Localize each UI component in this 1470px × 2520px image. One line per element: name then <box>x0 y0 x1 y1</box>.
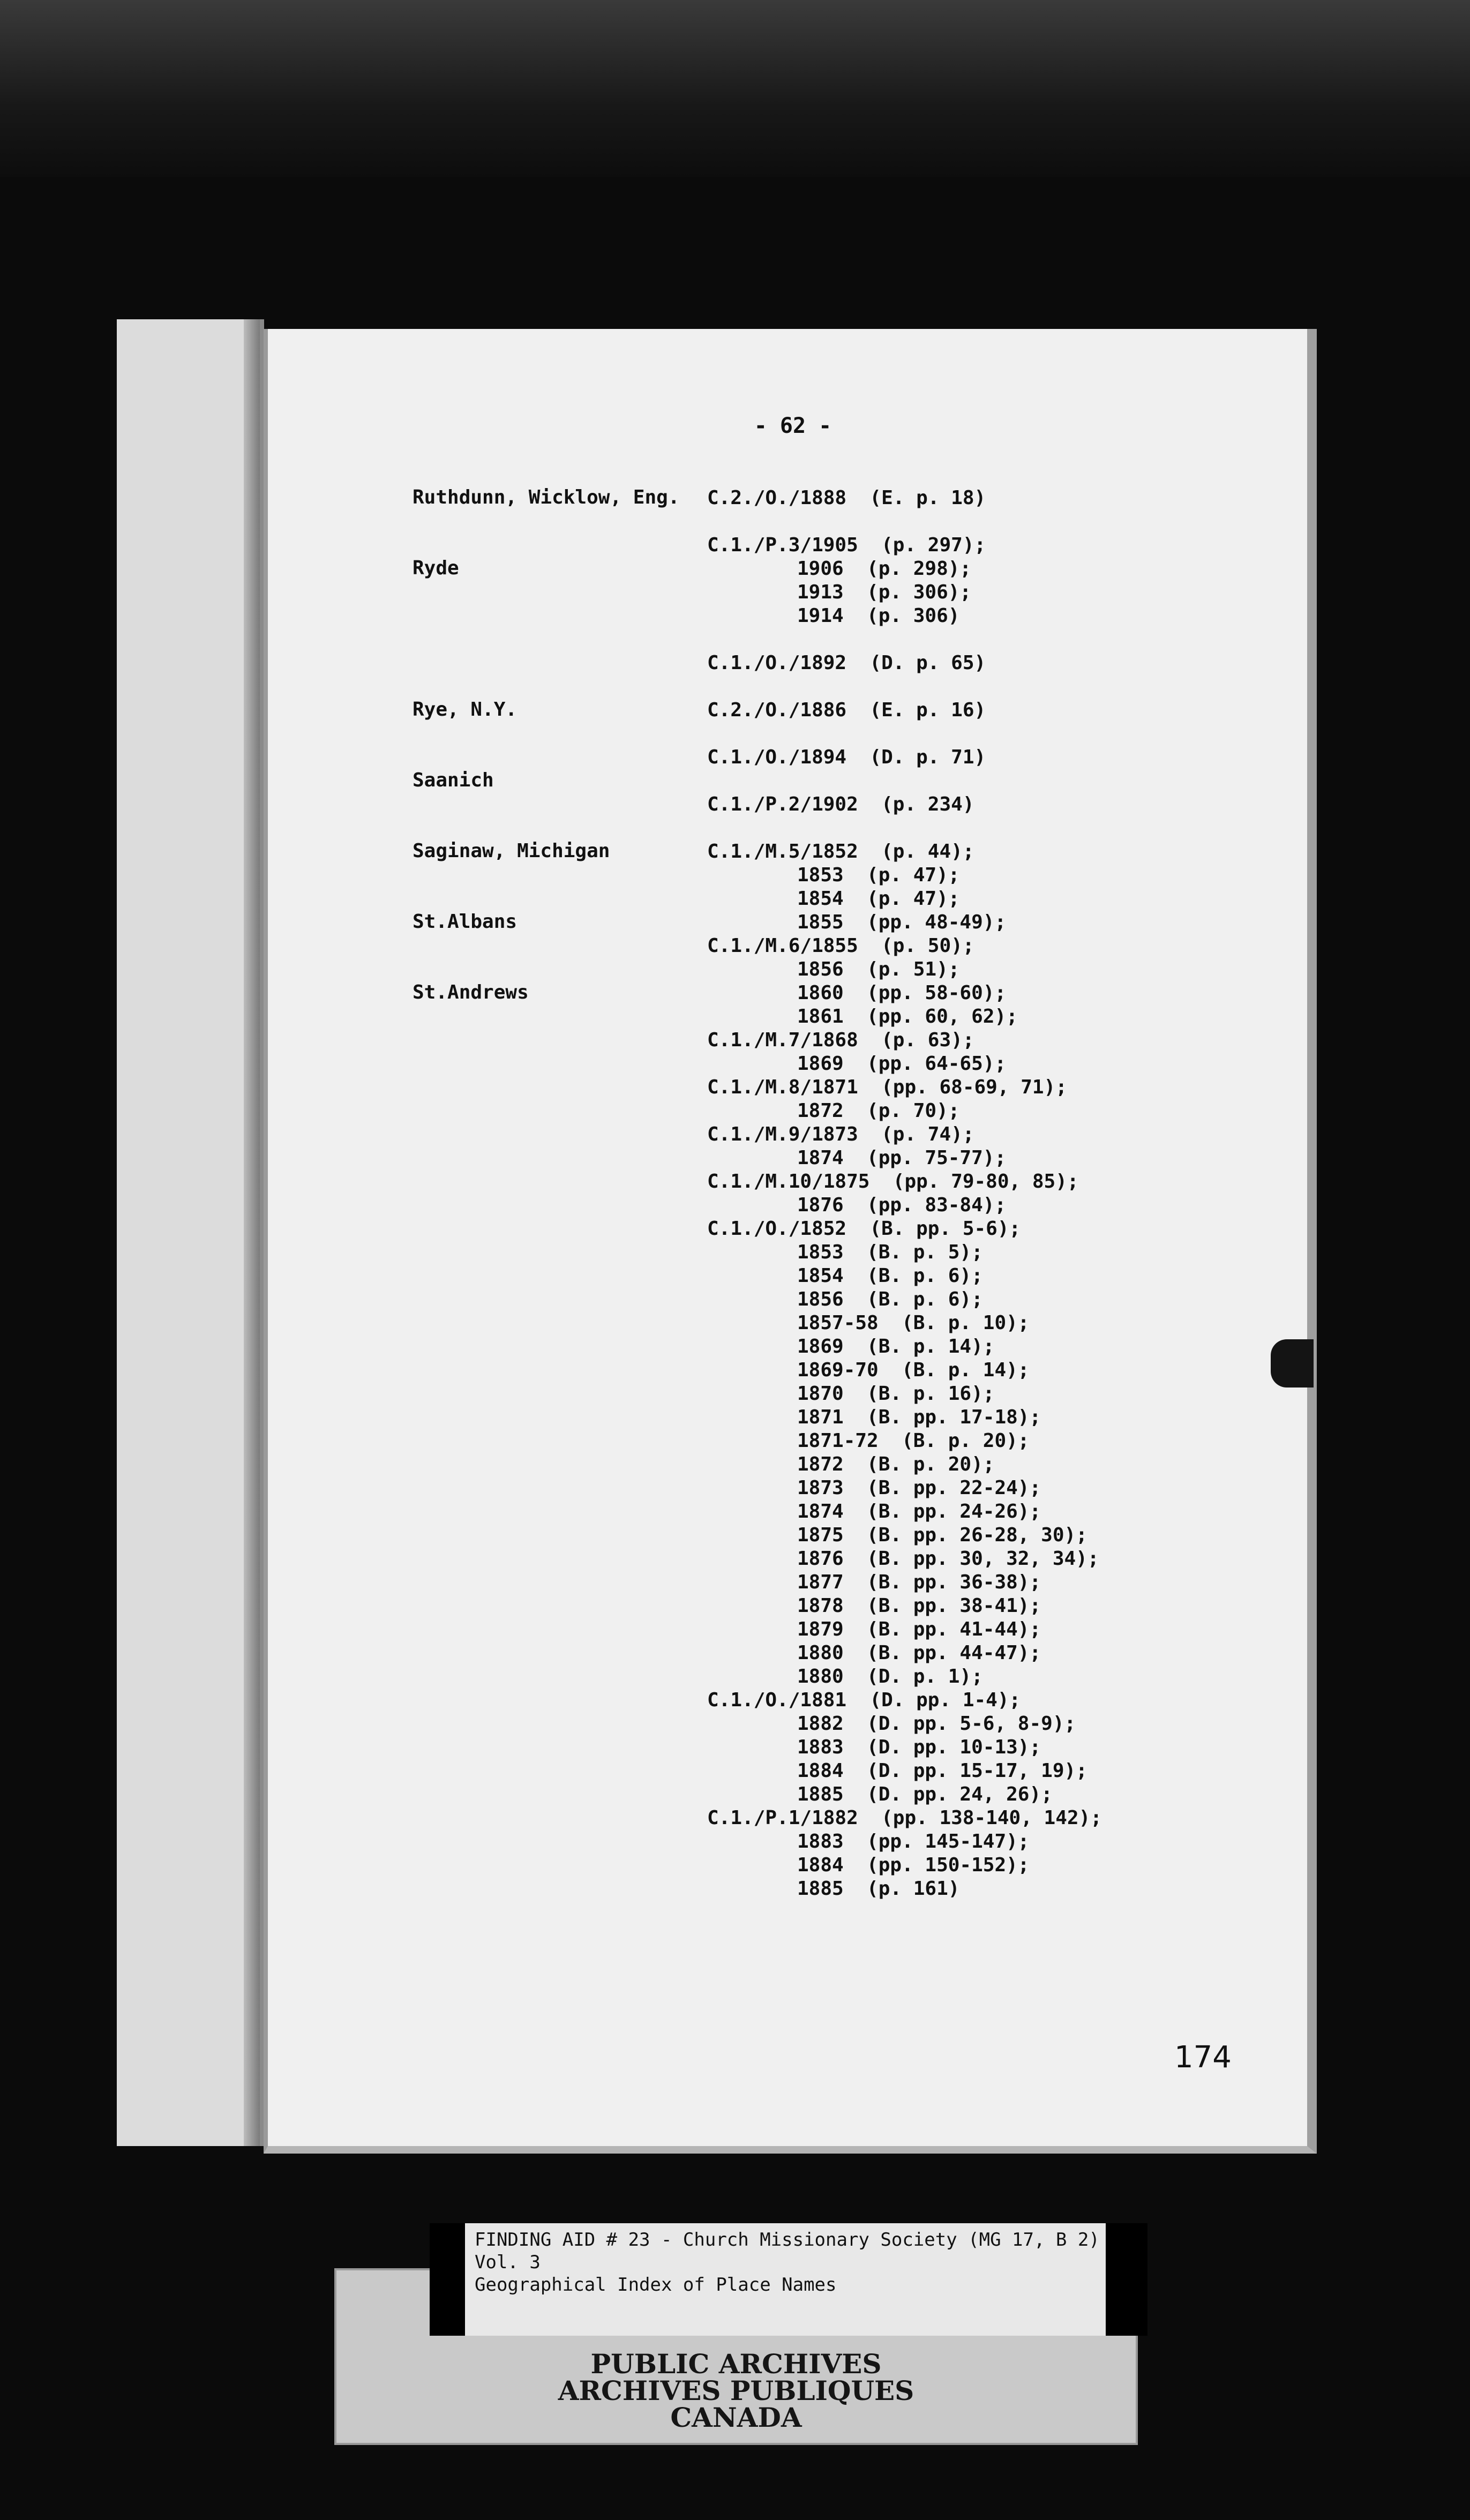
ref-line: 1883 (pp. 145-147); <box>797 1831 1030 1852</box>
finding-aid-label <box>465 2223 1106 2336</box>
ref-line: C.2./O./1886 (E. p. 16) <box>707 699 986 721</box>
ref-line: C.1./P.3/1905 (p. 297); <box>707 534 986 556</box>
entry-name-ruthdunn: Ruthdunn, Wicklow, Eng. <box>412 486 680 508</box>
ref-line: C.1./P.1/1882 (pp. 138-140, 142); <box>707 1807 1102 1829</box>
entry-name-saginaw: Saginaw, Michigan <box>412 840 610 862</box>
ref-line: 1880 (B. pp. 44-47); <box>797 1642 1041 1664</box>
entry-name-saanich: Saanich <box>412 769 494 791</box>
ref-line: 1872 (B. p. 20); <box>797 1453 995 1475</box>
ref-line: 1854 (p. 47); <box>797 888 960 910</box>
stamp-line: PUBLIC ARCHIVES <box>590 2348 882 2380</box>
ref-line: 1873 (B. pp. 22-24); <box>797 1477 1041 1499</box>
folder-edge-shadow <box>244 319 260 2146</box>
ref-line: 1853 (B. p. 5); <box>797 1241 983 1263</box>
ref-line: 1913 (p. 306); <box>797 581 972 603</box>
stamp-text <box>336 2348 1136 2433</box>
ref-line: 1875 (B. pp. 26-28, 30); <box>797 1524 1088 1546</box>
ref-line: 1878 (B. pp. 38-41); <box>797 1595 1041 1617</box>
ref-line: 1870 (B. p. 16); <box>797 1383 995 1405</box>
stamp-line: CANADA <box>670 2402 802 2433</box>
ref-line: 1869 (B. p. 14); <box>797 1336 995 1358</box>
ref-line: 1882 (D. pp. 5-6, 8-9); <box>797 1713 1076 1735</box>
spacer <box>707 628 1102 651</box>
ref-line: C.1./O./1892 (D. p. 65) <box>707 652 986 674</box>
ref-line: 1884 (D. pp. 15-17, 19); <box>797 1760 1088 1782</box>
ref-line: 1861 (pp. 60, 62); <box>797 1006 1018 1028</box>
ref-line: 1876 (B. pp. 30, 32, 34); <box>797 1548 1099 1570</box>
ref-line: 1914 (p. 306) <box>797 605 960 627</box>
ref-line: 1871-72 (B. p. 20); <box>797 1430 1030 1452</box>
ref-line: 1854 (B. p. 6); <box>797 1265 983 1287</box>
ref-line: 1853 (p. 47); <box>797 864 960 886</box>
ref-line: 1871 (B. pp. 17-18); <box>797 1406 1041 1428</box>
spacer <box>707 722 1102 746</box>
ref-line: 1874 (B. pp. 24-26); <box>797 1501 1041 1522</box>
ref-line: 1860 (pp. 58-60); <box>797 982 1007 1004</box>
spacer <box>707 769 1102 793</box>
page-number: - 62 - <box>754 414 832 438</box>
ref-line: 1906 (p. 298); <box>797 558 972 580</box>
reference-column <box>707 486 1102 1901</box>
entry-name-st-albans: St.Albans <box>412 911 518 933</box>
ref-line: 1883 (D. pp. 10-13); <box>797 1736 1041 1758</box>
ref-line: 1876 (pp. 83-84); <box>797 1194 1007 1216</box>
ref-line: 1869 (pp. 64-65); <box>797 1053 1007 1075</box>
folio-number: 174 <box>1174 2040 1232 2075</box>
ref-line: C.1./M.6/1855 (p. 50); <box>707 935 974 957</box>
ref-line: C.1./O./1881 (D. pp. 1-4); <box>707 1689 1021 1711</box>
ref-line: 1874 (pp. 75-77); <box>797 1147 1007 1169</box>
stamp-line: ARCHIVES PUBLIQUES <box>558 2375 914 2406</box>
ref-line: 1879 (B. pp. 41-44); <box>797 1618 1041 1640</box>
ref-line: 1885 (D. pp. 24, 26); <box>797 1783 1053 1805</box>
ref-line: C.1./M.5/1852 (p. 44); <box>707 841 974 862</box>
ref-line: C.1./O./1894 (D. p. 71) <box>707 746 986 768</box>
ref-line: 1855 (pp. 48-49); <box>797 911 1007 933</box>
spacer <box>707 510 1102 534</box>
ref-line: C.1./M.9/1873 (p. 74); <box>707 1123 974 1145</box>
ref-line: 1880 (D. p. 1); <box>797 1666 983 1688</box>
finding-aid-subtitle: Geographical Index of Place Names <box>475 2274 837 2296</box>
ref-line: C.1./O./1852 (B. pp. 5-6); <box>707 1218 1021 1240</box>
entry-name-rye: Rye, N.Y. <box>412 699 518 721</box>
ref-line: C.1./M.7/1868 (p. 63); <box>707 1029 974 1051</box>
ref-line: 1872 (p. 70); <box>797 1100 960 1122</box>
spacer <box>707 675 1102 699</box>
ref-line: C.1./M.10/1875 (pp. 79-80, 85); <box>707 1171 1079 1192</box>
background-band <box>0 0 1470 177</box>
entry-name-st-andrews: St.Andrews <box>412 981 529 1003</box>
ref-line: C.2./O./1888 (E. p. 18) <box>707 487 986 509</box>
ref-line: 1856 (B. p. 6); <box>797 1288 983 1310</box>
ref-line: 1877 (B. pp. 36-38); <box>797 1571 1041 1593</box>
spacer <box>707 816 1102 840</box>
ref-line: 1856 (p. 51); <box>797 958 960 980</box>
ref-line: C.1./P.2/1902 (p. 234) <box>707 793 974 815</box>
ref-line: 1884 (pp. 150-152); <box>797 1854 1030 1876</box>
ref-line: 1869-70 (B. p. 14); <box>797 1359 1030 1381</box>
binder-clip <box>1271 1339 1314 1388</box>
ref-line: 1885 (p. 161) <box>797 1878 960 1900</box>
ref-line: C.1./M.8/1871 (pp. 68-69, 71); <box>707 1076 1067 1098</box>
folder-edge <box>117 319 264 2146</box>
finding-aid-volume: Vol. 3 <box>475 2252 541 2273</box>
finding-aid-title: FINDING AID # 23 - Church Missionary Society (MG 17, B 2) <box>475 2229 1100 2251</box>
ref-line: 1857-58 (B. p. 10); <box>797 1312 1030 1334</box>
entry-name-ryde: Ryde <box>412 557 459 579</box>
